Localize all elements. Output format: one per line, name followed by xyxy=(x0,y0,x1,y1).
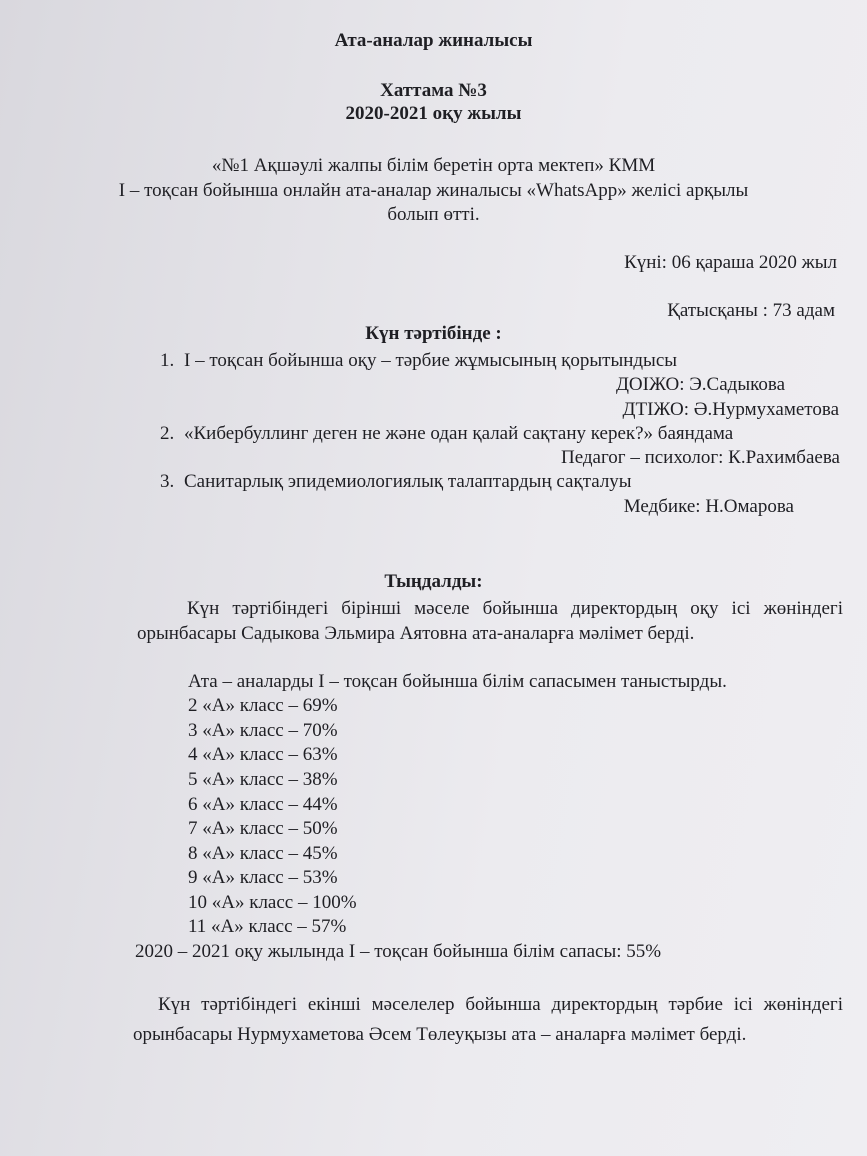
meeting-description: І – тоқсан бойынша онлайн ата-аналар жиналысы «WhatsApp» желісі арқылы xyxy=(118,180,749,201)
agenda-item-text: Санитарлық эпидемиологиялық талаптардың сақталуы xyxy=(184,471,632,492)
agenda-item-number: 1. xyxy=(160,350,175,371)
class-quality-item: 9 «А» класс – 53% xyxy=(188,867,338,888)
agenda-item-number: 3. xyxy=(160,471,175,492)
academic-year: 2020-2021 оқу жылы xyxy=(345,103,522,124)
class-quality-item: 4 «А» класс – 63% xyxy=(188,744,338,765)
attendees-count: Қатысқаны : 73 адам xyxy=(667,300,835,321)
agenda-item xyxy=(160,423,733,445)
document-title: Ата-аналар жиналысы xyxy=(334,30,533,51)
class-quality-item: 8 «А» класс – 45% xyxy=(188,843,338,864)
listened-paragraph-1: Күн тәртібіндегі бірінші мәселе бойынша директордың оқу ісі жөніндегі орынбасары Садыкова Эльмира Аятовна ата-аналарға мәлімет берді. xyxy=(137,598,843,644)
overall-quality-summary: 2020 – 2021 оқу жылында І – тоқсан бойынша білім сапасы: 55% xyxy=(135,941,662,962)
speaker-omarova: Медбике: Н.Омарова xyxy=(623,496,794,517)
quality-intro: Ата – аналарды І – тоқсан бойынша білім сапасымен таныстырды. xyxy=(188,671,727,692)
speaker-rakhimbaeva: Педагог – психолог: К.Рахимбаева xyxy=(560,447,840,468)
agenda-item xyxy=(160,350,677,372)
class-quality-item: 6 «А» класс – 44% xyxy=(188,794,338,815)
agenda-heading: Күн тәртібінде : xyxy=(365,323,502,344)
class-quality-item: 3 «А» класс – 70% xyxy=(188,720,338,741)
meeting-description-end: болып өтті. xyxy=(387,204,480,225)
agenda-item xyxy=(160,471,632,493)
class-quality-item: 10 «А» класс – 100% xyxy=(188,892,357,913)
listened-heading: Тыңдалды: xyxy=(384,571,483,592)
class-quality-item: 2 «А» класс – 69% xyxy=(188,695,338,716)
protocol-number: Хаттама №3 xyxy=(380,80,487,101)
listened-paragraph-2: Күн тәртібіндегі екінші мәселелер бойынша директордың тәрбие ісі жөніндегі орынбасары Нурмухаметова Әсем Төлеуқызы ата – аналарға мәлімет берді. xyxy=(133,994,843,1045)
class-quality-item: 5 «А» класс – 38% xyxy=(188,769,338,790)
class-quality-item: 11 «А» класс – 57% xyxy=(188,916,347,937)
speaker-nurmukhametova: ДТІЖО: Ә.Нурмухаметова xyxy=(622,399,839,420)
class-quality-item: 7 «А» класс – 50% xyxy=(188,818,338,839)
agenda-item-text: І – тоқсан бойынша оқу – тәрбие жұмысының қорытындысы xyxy=(184,350,678,371)
agenda-item-text: «Кибербуллинг деген не және одан қалай сақтану керек?» баяндама xyxy=(184,423,734,444)
school-name: «№1 Ақшәулі жалпы білім беретін орта мектеп» КММ xyxy=(211,155,656,176)
speaker-sadykova: ДОІЖО: Э.Садыкова xyxy=(615,374,785,395)
meeting-date: Күні: 06 қараша 2020 жыл xyxy=(624,252,837,273)
agenda-item-number: 2. xyxy=(160,423,175,444)
